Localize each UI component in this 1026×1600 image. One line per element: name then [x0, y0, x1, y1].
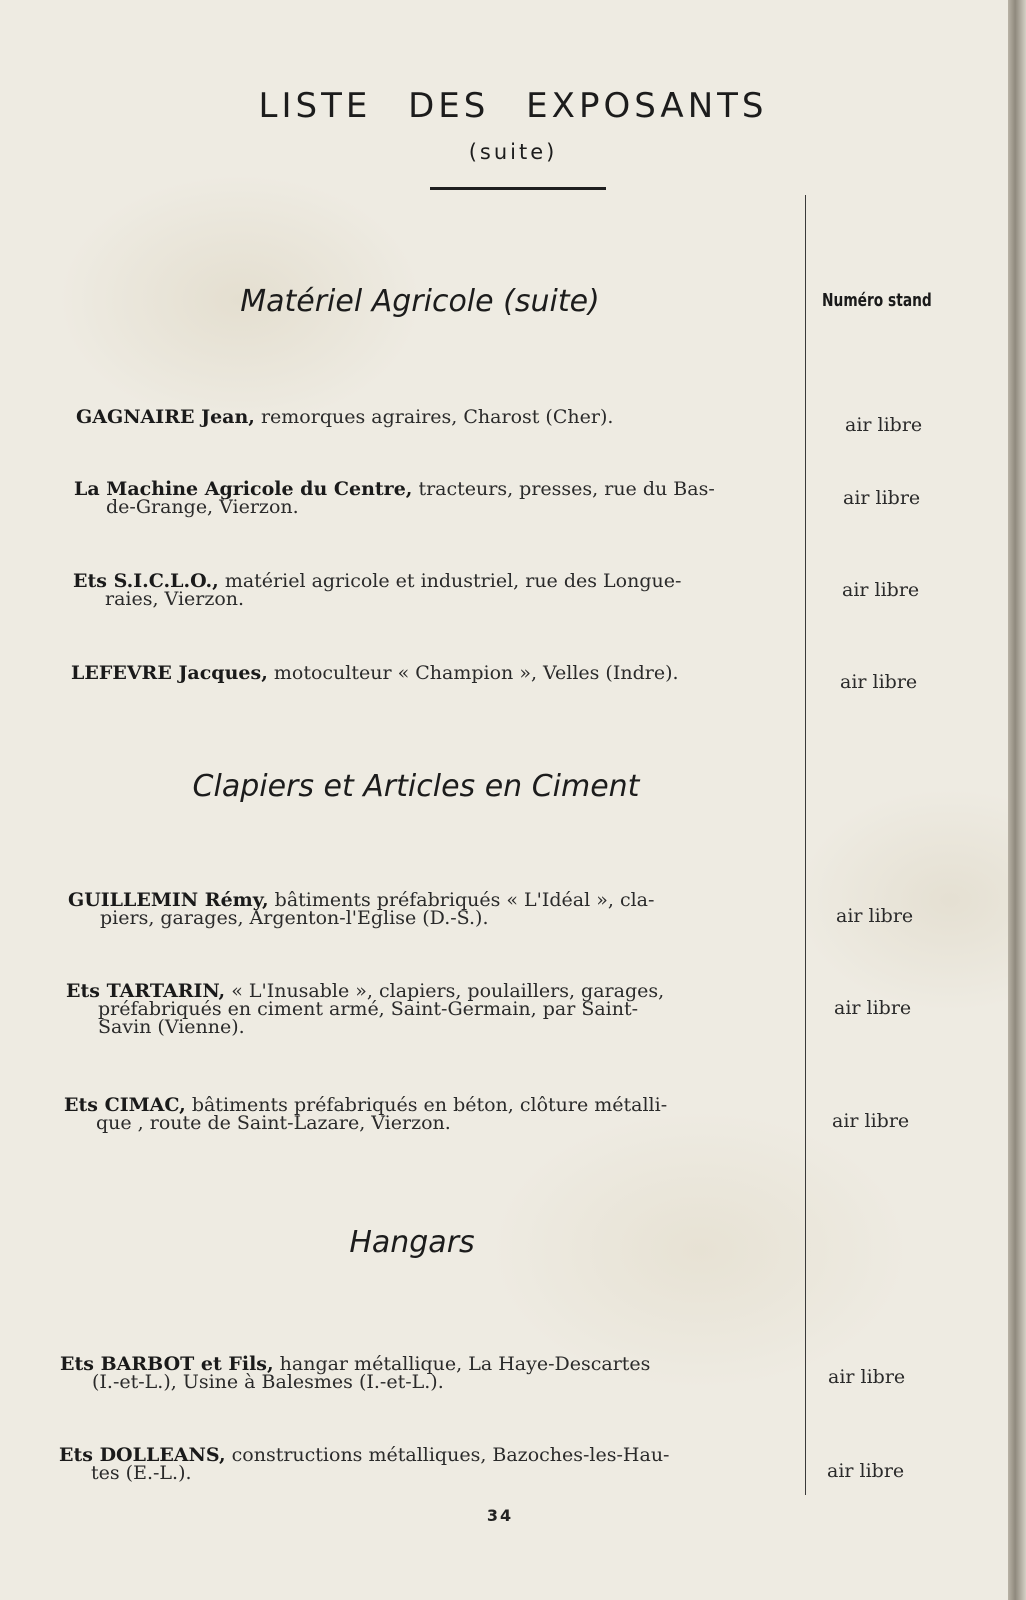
exhibitor-name: LEFEVRE Jacques, — [71, 662, 268, 684]
page-title: LISTE DES EXPOSANTS — [258, 86, 768, 126]
exhibitor-entry — [59, 1446, 759, 1482]
book-spine-shadow — [1008, 0, 1026, 1600]
exhibitor-description: motoculteur « Champion », Velles (Indre). — [273, 662, 679, 684]
exhibitor-entry — [74, 480, 774, 516]
exhibitor-description-continued: piers, garages, Argenton-l'Eglise (D.-S.). — [100, 907, 489, 929]
exhibitor-description-continued: (I.-et-L.), Usine à Balesmes (I.-et-L.). — [92, 1371, 444, 1393]
stand-number: air libre — [836, 905, 914, 927]
section-title-clapiers: Clapiers et Articles en Ciment — [192, 769, 640, 804]
exhibitor-entry — [71, 664, 771, 682]
stand-number: air libre — [840, 671, 918, 693]
exhibitor-description: « L'Inusable », clapiers, poulaillers, garages, — [231, 980, 665, 1002]
stand-number: air libre — [834, 997, 912, 1019]
stand-number: air libre — [843, 487, 921, 509]
exhibitor-entry — [76, 408, 776, 426]
stand-number: air libre — [832, 1110, 910, 1132]
exhibitor-description-continued: de-Grange, Vierzon. — [106, 496, 299, 518]
exhibitor-entry — [73, 572, 773, 608]
stand-number: air libre — [827, 1460, 905, 1482]
exhibitor-name: Ets DOLLEANS, — [59, 1444, 226, 1466]
page-subtitle: (suite) — [468, 140, 558, 164]
exhibitor-entry — [64, 1096, 764, 1132]
stand-number: air libre — [845, 414, 923, 436]
exhibitor-description: matériel agricole et industriel, rue des Longue- — [224, 570, 682, 592]
exhibitor-description-continued: Savin (Vienne). — [98, 1016, 245, 1038]
exhibitor-description: bâtiments préfabriqués « L'Idéal », cla- — [274, 889, 655, 911]
stand-column-header: Numéro stand — [822, 290, 932, 311]
exhibitor-description-continued: tes (E.-L.). — [91, 1462, 192, 1484]
section-title-materiel-agricole: Matériel Agricole (suite) — [240, 284, 600, 319]
column-divider — [805, 195, 806, 1495]
exhibitor-entry — [68, 891, 768, 927]
exhibitor-name: Ets TARTARIN, — [66, 980, 226, 1002]
exhibitor-name: GUILLEMIN Rémy, — [68, 889, 269, 911]
exhibitor-description-continued: que , route de Saint-Lazare, Vierzon. — [96, 1112, 451, 1134]
exhibitor-description-continued: raies, Vierzon. — [105, 588, 245, 610]
exhibitor-name: GAGNAIRE Jean, — [76, 406, 255, 428]
exhibitor-description-continued: préfabriqués en ciment armé, Saint-Germain, par Saint- — [98, 998, 639, 1020]
exhibitor-entry — [60, 1355, 760, 1391]
exhibitor-description: constructions métalliques, Bazoches-les-Hau- — [231, 1444, 670, 1466]
stand-number: air libre — [828, 1366, 906, 1388]
exhibitor-name: Ets BARBOT et Fils, — [60, 1353, 274, 1375]
exhibitor-description: tracteurs, presses, rue du Bas- — [418, 478, 715, 500]
section-title-hangars: Hangars — [349, 1225, 475, 1260]
exhibitor-name: La Machine Agricole du Centre, — [74, 478, 413, 500]
stand-number: air libre — [842, 579, 920, 601]
exhibitor-name: Ets S.I.C.L.O., — [73, 570, 219, 592]
exhibitor-entry — [66, 982, 766, 1036]
title-underline — [430, 187, 606, 190]
exhibitor-description: remorques agraires, Charost (Cher). — [260, 406, 614, 428]
page-number: 34 — [486, 1506, 514, 1525]
exhibitor-description: bâtiments préfabriqués en béton, clôture métalli- — [191, 1094, 668, 1116]
exhibitor-name: Ets CIMAC, — [64, 1094, 186, 1116]
exhibitor-description: hangar métallique, La Haye-Descartes — [279, 1353, 651, 1375]
